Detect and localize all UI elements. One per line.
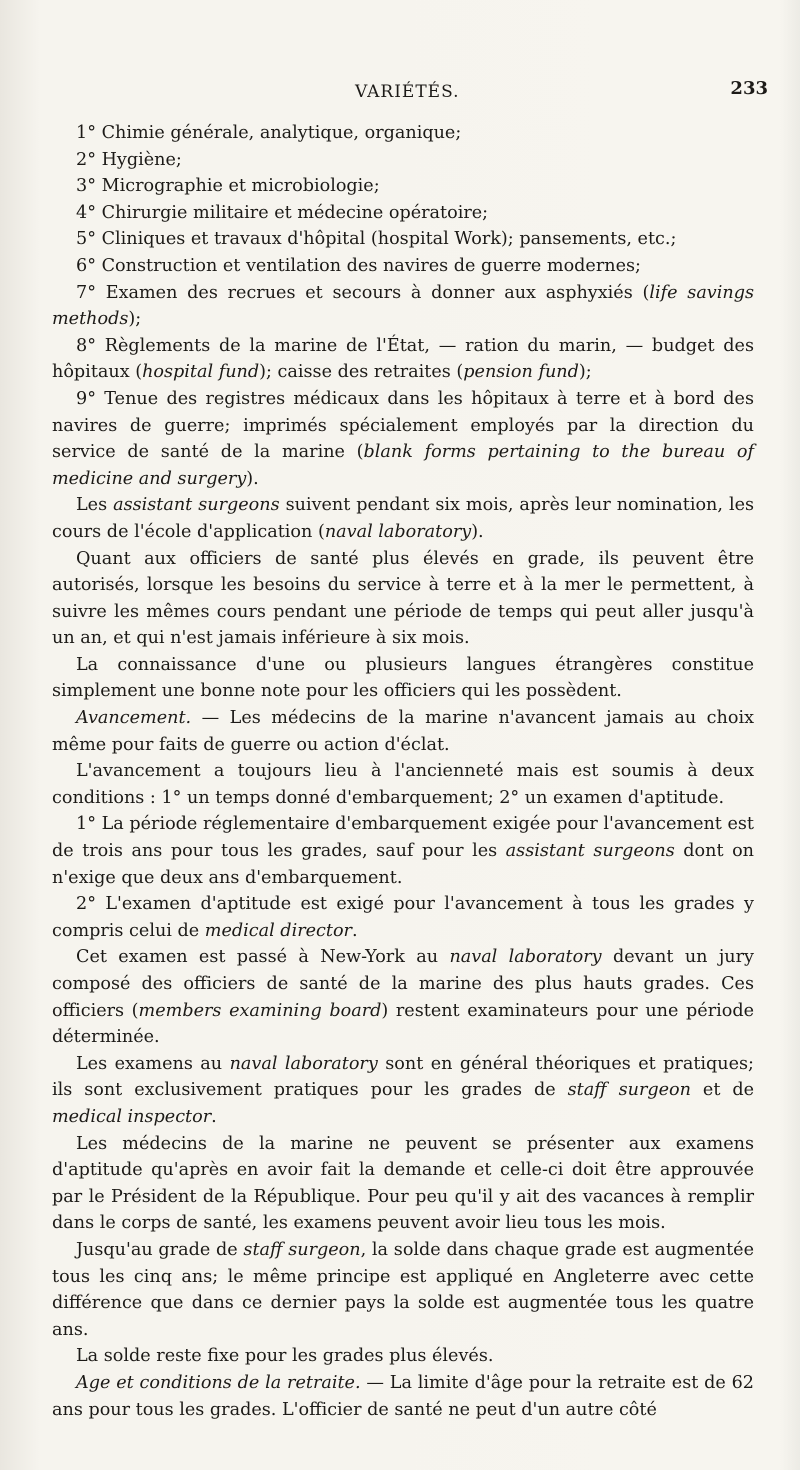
text-run: ). xyxy=(471,521,484,542)
text-run: — La limite d'âge pour la retraite est de 62 ans pour tous les grades. L'officier de santé ne peut d'un autre côté xyxy=(52,1372,754,1420)
text-run: et de xyxy=(690,1080,755,1101)
italic-term: medical director xyxy=(204,920,352,941)
paragraph xyxy=(52,1370,754,1423)
paragraph xyxy=(52,333,754,386)
italic-term: assistant surgeons xyxy=(113,495,280,516)
text-run: 9° Tenue des registres médicaux dans les hôpitaux à terre et à bord des navires de guerre; imprimés spécialement employés par la direction du service de santé de la marine ( xyxy=(52,388,754,463)
text-run: ); caisse des retraites ( xyxy=(259,362,464,383)
text-run: 1° La période réglementaire d'embarquement exigée pour l'avancement est de trois ans pour tous les grades, sauf pour les xyxy=(52,814,754,862)
italic-term: pension fund xyxy=(463,362,579,383)
text-run: devant un jury composé des officiers de santé de la marine des plus hauts grades. Ces officiers ( xyxy=(52,947,754,1021)
text-run: 8° Règlements de la marine de l'État, — ration du marin, — budget des hôpitaux ( xyxy=(52,335,754,383)
italic-term: medical inspector xyxy=(52,1106,212,1127)
italic-term: hospital fund xyxy=(142,362,260,383)
text-run: Les médecins de la marine ne peuvent se présenter aux examens d'aptitude qu'après en avoir fait la demande et celle-ci doit être approuvée par le Président de la République. Pour peu qu'il y ait des vacances à remplir dans le corps de santé, les examens peuvent avoir lieu tous les mois. xyxy=(52,1133,754,1234)
paragraph xyxy=(52,386,754,492)
text-run: , la solde dans chaque grade est augmentée tous les cinq ans; le même principe est appliqué en Angleterre avec cette différence que dans ce dernier pays la solde est augmentée tous les quatre ans. xyxy=(52,1239,754,1340)
text-run: Cet examen est passé à New-York au xyxy=(76,947,450,968)
text-run: ); xyxy=(128,309,142,330)
text-run: La connaissance d'une ou plusieurs langues étrangères constitue simplement une bonne note pour les officiers qui les possèdent. xyxy=(52,654,754,702)
text-run: . xyxy=(351,920,358,941)
italic-term: blank forms pertaining to the bureau of medicine and surgery xyxy=(52,442,754,489)
text-run: Jusqu'au grade de xyxy=(76,1239,244,1260)
paragraph xyxy=(52,1131,754,1237)
running-head xyxy=(0,78,800,108)
text-run: Les xyxy=(76,495,114,516)
text-run: 5° Cliniques et travaux d'hôpital (hospital Work); pansements, etc.; xyxy=(76,229,677,250)
paragraph xyxy=(52,226,754,253)
text-run: L'avancement a toujours lieu à l'ancienneté mais est soumis à deux conditions : 1° un temps donné d'embarquement; 2° un examen d'aptitude. xyxy=(52,761,754,808)
italic-term: members examining board xyxy=(138,1000,382,1021)
body-text xyxy=(52,120,754,1423)
text-run: — Les médecins de la marine n'avancent jamais au choix même pour faits de guerre ou action d'éclat. xyxy=(52,708,754,755)
paragraph xyxy=(52,891,754,944)
paragraph xyxy=(52,1237,754,1343)
paragraph xyxy=(52,811,754,891)
paragraph xyxy=(52,173,754,200)
paragraph xyxy=(52,492,754,545)
paragraph xyxy=(52,120,754,147)
text-run: suivent pendant six mois, après leur nomination, les cours de l'école d'application ( xyxy=(52,495,755,542)
running-head-title: VARIÉTÉS. xyxy=(355,82,460,102)
text-run: . xyxy=(211,1106,217,1127)
text-run: ) restent examinateurs pour une période déterminée. xyxy=(52,1000,754,1048)
paragraph xyxy=(52,1343,754,1370)
text-run: 7° Examen des recrues et secours à donner aux asphyxiés ( xyxy=(76,282,650,303)
italic-term: staff surgeon xyxy=(567,1080,691,1101)
text-run: sont en général théoriques et pratiques; ils sont exclusivement pratiques pour les grades de xyxy=(52,1053,754,1101)
text-run: 6° Construction et ventilation des navires de guerre modernes; xyxy=(76,255,641,276)
text-run: dont on n'exige que deux ans d'embarquement. xyxy=(52,841,754,888)
paragraph xyxy=(52,280,754,333)
paragraph xyxy=(52,200,754,227)
paragraph xyxy=(52,253,754,280)
paragraph xyxy=(52,758,754,811)
text-run: La solde reste fixe pour les grades plus élevés. xyxy=(76,1346,494,1367)
text-run: 1° Chimie générale, analytique, organique; xyxy=(76,123,462,143)
italic-term: naval laboratory xyxy=(324,521,472,542)
paragraph xyxy=(52,944,754,1050)
paragraph xyxy=(52,1051,754,1131)
text-run: 2° Hygiène; xyxy=(76,149,182,170)
italic-term: assistant surgeons xyxy=(505,841,675,862)
paragraph xyxy=(52,652,754,705)
page-number: 233 xyxy=(730,78,768,99)
italic-term: life savings methods xyxy=(52,282,754,330)
paragraph xyxy=(52,705,754,758)
text-run: 4° Chirurgie militaire et médecine opératoire; xyxy=(76,202,489,223)
paragraph xyxy=(52,546,754,652)
text-run: ). xyxy=(246,468,259,489)
paragraph xyxy=(52,147,754,174)
text-run: 2° L'examen d'aptitude est exigé pour l'avancement à tous les grades y compris celui de xyxy=(52,894,754,941)
italic-term: staff surgeon xyxy=(243,1239,361,1260)
italic-term: naval laboratory xyxy=(229,1053,378,1074)
italic-term: Age et conditions de la retraite. xyxy=(76,1372,361,1393)
italic-term: naval laboratory xyxy=(449,947,602,968)
text-run: 3° Micrographie et microbiologie; xyxy=(76,176,380,197)
text-run: Les examens au xyxy=(76,1053,230,1074)
text-run: Quant aux officiers de santé plus élevés en grade, ils peuvent être autorisés, lorsque les besoins du service à terre et à la mer le permettent, à suivre les mêmes cours pendant une période de temps qui peut aller jusqu'à un an, et qui n'est jamais inférieure à six mois. xyxy=(52,548,754,649)
italic-term: Avancement. xyxy=(76,708,192,729)
text-run: ); xyxy=(578,362,592,383)
